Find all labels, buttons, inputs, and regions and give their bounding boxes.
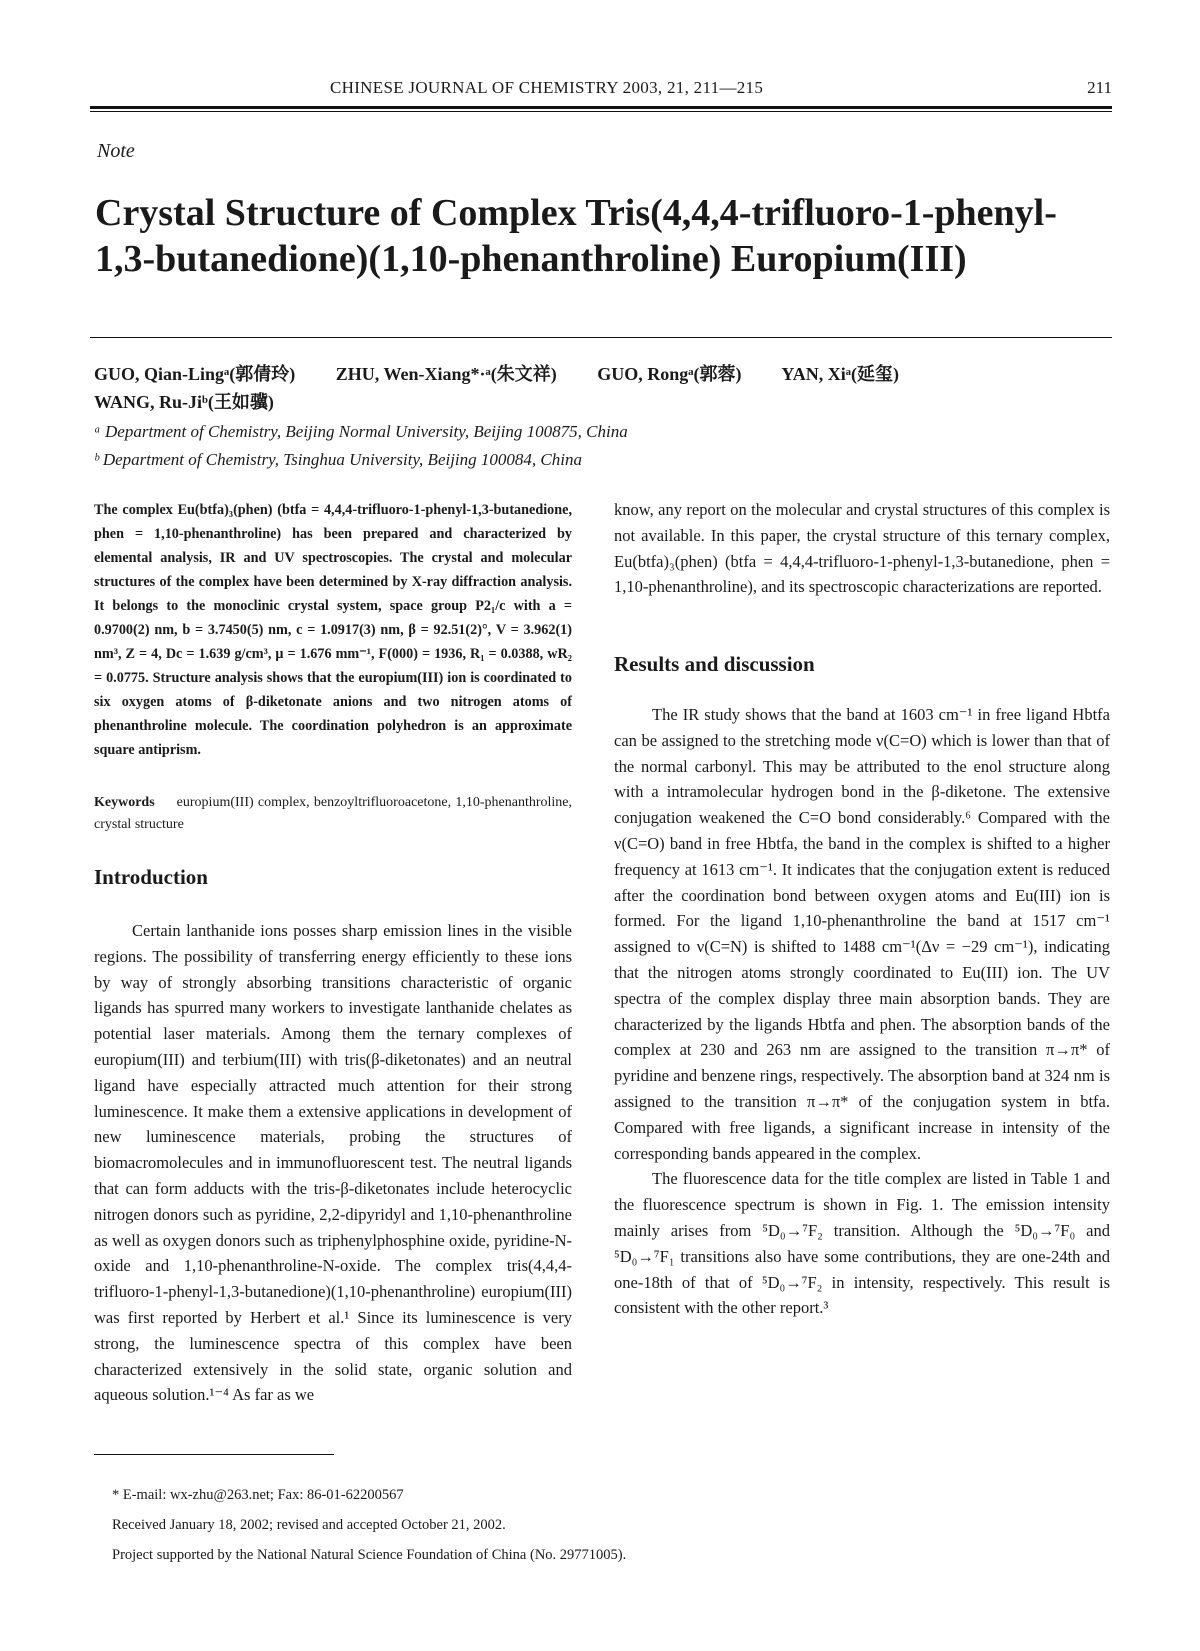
results-heading: Results and discussion [614, 652, 815, 676]
introduction-heading: Introduction [94, 865, 208, 889]
introduction-continuation [614, 497, 1110, 600]
introduction-paragraph: Certain lanthanide ions posses sharp emission lines in the visible regions. The possibility of transferring energy efficiently to these ions by way of strongly absorbing transitions characteristic of organic ligands has spurred many workers to investigate lanthanide chelates as potential laser materials. Among them the ternary complexes of europium(III) and terbium(III) with tris(β-diketonates) and an neutral ligand have especially attracted much attention for their strong luminescence. It make them a extensive applications in development of new luminescence materials, probing the structures of biomacromolecules and in immunofluorescent test. The neutral ligands that can form adducts with the tris-β-diketonates include heterocyclic nitrogen donors such as pyridine, 2,2-dipyridyl and 1,10-phenanthroline as well as oxygen donors such as triphenylphosphine oxide, pyridine-N-oxide and 1,10-phenanthroline-N-oxide. The complex tris(4,4,4-trifluoro-1-phenyl-1,3-butanedione)(1,10-phenanthroline) europium(III) was first reported by Herbert et al.¹ Since its luminescence is very strong, the luminescence spectra of this complex have been characterized extensively in the solid state, organic solution and aqueous solution.¹⁻⁴ As far as we [94, 921, 572, 1405]
article-type-label: Note [97, 140, 135, 162]
introduction-body [94, 918, 572, 1408]
footnotes [112, 1480, 1012, 1570]
author-1: GUO, Qian-Lingᵃ(郭倩玲) [94, 364, 296, 384]
affiliation-a: ᵃ Department of Chemistry, Beijing Normal University, Beijing 100875, China [94, 422, 628, 441]
running-head [90, 70, 1112, 104]
author-5: WANG, Ru-Jiᵇ(王如骥) [94, 392, 274, 412]
affiliation-b: ᵇ Department of Chemistry, Tsinghua University, Beijing 100084, China [94, 450, 582, 469]
results-paragraph-1: The IR study shows that the band at 1603 cm⁻¹ in free ligand Hbtfa can be assigned to the stretching mode ν(C=O) which is lower than that of the normal carbonyl. This may be attributed to the enol structure along with a intramolecular hydrogen bond in the β-diketone. The extensive conjugation weakened the C=O bond considerably.⁶ Compared with the ν(C=O) band in free Hbtfa, the band in the complex is shifted to a higher frequency at 1613 cm⁻¹. It indicates that the conjugation extent is reduced after the coordination bond between oxygen atoms and Eu(III) ion is formed. For the ligand 1,10-phenanthroline the band at 1517 cm⁻¹ assigned to ν(C=N) is shifted to 1488 cm⁻¹(Δν = −29 cm⁻¹), indicating that the nitrogen atoms strongly coordinated to Eu(III) ion. The UV spectra of the complex display three main absorption bands. They are characterized by the ligands Hbtfa and phen. The absorption bands of the complex at 230 and 263 nm are assigned to the transition π→π* of pyridine and benzene rings, respectively. The absorption band at 324 nm is assigned to the transition π→π* of the conjugation system in btfa. Compared with free ligands, a significant increase in intensity of the corresponding bands appeared in the complex. [614, 705, 1110, 1163]
footnote-email: * E-mail: wx-zhu@263.net; Fax: 86-01-62200567 [112, 1487, 404, 1503]
footnote-rule [94, 1454, 334, 1455]
abstract: The complex Eu(btfa)₃(phen) (btfa = 4,4,4-trifluoro-1-phenyl-1,3-butanedione, phen = 1,10-phenanthroline) has been prepared and characterized by elemental analysis, IR and UV spectroscopies. The crystal and molecular structures of the complex have been determined by X-ray diffraction analysis. It belongs to the monoclinic crystal system, space group P2₁/c with a = 0.9700(2) nm, b = 3.7450(5) nm, c = 1.0917(3) nm, β = 92.51(2)°, V = 3.962(1) nm³, Z = 4, Dc = 1.639 g/cm³, μ = 1.676 mm⁻¹, F(000) = 1936, R₁ = 0.0388, wR₂ = 0.0775. Structure analysis shows that the europium(III) ion is coordinated to six oxygen atoms of β-diketonate anions and two nitrogen atoms of phenanthroline molecule. The coordination polyhedron is an approximate square antiprism. [94, 502, 572, 758]
footnote-funding: Project supported by the National Natural Science Foundation of China (No. 29771005). [112, 1547, 627, 1563]
title-rule [90, 337, 1112, 338]
author-3: GUO, Rongᵃ(郭蓉) [597, 364, 742, 384]
author-4: YAN, Xiᵃ(延玺) [781, 364, 899, 384]
footnote-received: Received January 18, 2002; revised and accepted October 21, 2002. [112, 1517, 506, 1533]
introduction-continued-text: know, any report on the molecular and crystal structures of this complex is not available. In this paper, the crystal structure of this ternary complex, Eu(btfa)₃(phen) (btfa = 4,4,4-trifluoro-1-phenyl-1,3-butanedione, phen = 1,10-phenanthroline), and its spectroscopic characterizations are reported. [614, 500, 1110, 597]
article-title: Crystal Structure of Complex Tris(4,4,4-trifluoro-1-phenyl-1,3-butanedione)(1,10-phenanthroline) Europium(III) [95, 192, 1057, 280]
author-list [94, 360, 1114, 416]
results-body [614, 702, 1110, 1321]
affiliations [94, 418, 1114, 474]
keywords [94, 792, 572, 836]
header-rule [90, 106, 1112, 109]
results-paragraph-2: The fluorescence data for the title complex are listed in Table 1 and the fluorescence spectrum is shown in Fig. 1. The emission intensity mainly arises from ⁵D₀→⁷F₂ transition. Although the ⁵D₀→⁷F₀ and ⁵D₀→⁷F₁ transitions also have some contributions, they are one-24th and one-18th of that of ⁵D₀→⁷F₂ in intensity, respectively. This result is consistent with the other report.³ [614, 1169, 1110, 1318]
page-number: 211 [1087, 78, 1112, 97]
keywords-label: Keywords [94, 795, 155, 810]
header-rule-thin [90, 111, 1112, 112]
journal-citation: CHINESE JOURNAL OF CHEMISTRY 2003, 21, 211—215 [330, 78, 764, 97]
author-2: ZHU, Wen-Xiang*·ᵃ(朱文祥) [335, 364, 557, 384]
keywords-text: europium(III) complex, benzoyltrifluoroacetone, 1,10-phenanthroline, crystal structure [94, 795, 572, 832]
